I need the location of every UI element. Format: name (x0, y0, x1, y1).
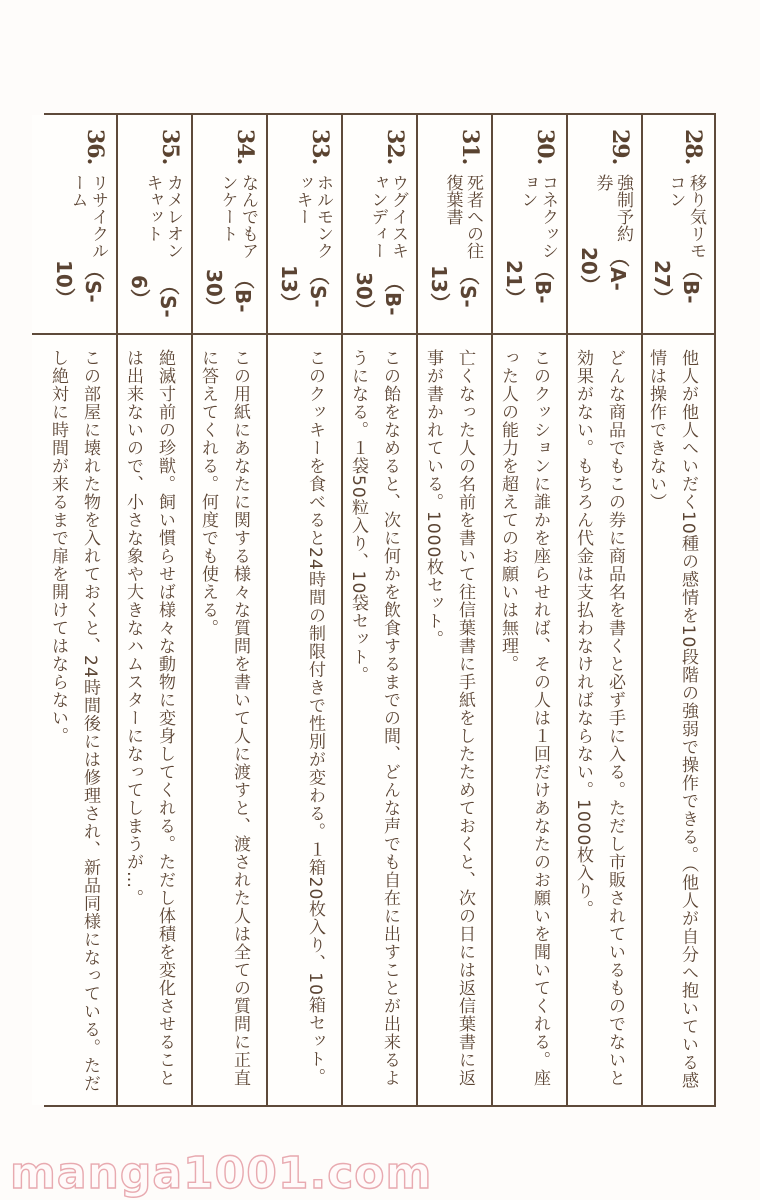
item-number: 30. (532, 129, 558, 165)
item-name: 死者への往復葉書 (442, 174, 483, 260)
item-description: 亡くなった人の名前を書いて往信葉書に手紙をしたためておくと、次の日には返信葉書に返事が書かれている。1000枚セット。 (423, 349, 475, 1087)
item-column-31 (416, 115, 491, 1105)
item-number: 33. (307, 129, 333, 165)
item-header (268, 115, 341, 335)
item-column-28 (641, 115, 714, 1105)
item-header (343, 115, 416, 335)
item-number: 29. (607, 129, 633, 165)
item-column-29 (566, 115, 641, 1105)
watermark: manga1001.com (10, 1148, 433, 1199)
item-name: 移り気リモコン (665, 174, 706, 260)
item-description: このクッキーを食べると24時間の制限付きで性別が変わる。１箱20枚入り、10箱セット。 (305, 349, 325, 1086)
item-rank: （B-27） (650, 259, 703, 308)
item-name: なんでもアンケート (217, 174, 258, 260)
item-header (118, 115, 191, 335)
item-rank: （A-20） (577, 246, 630, 295)
item-name: リサイクルーム (67, 174, 108, 260)
item-column-30 (491, 115, 566, 1105)
item-rank: （B-30） (352, 272, 405, 321)
item-number: 32. (382, 129, 408, 165)
item-column-35 (116, 115, 191, 1105)
item-description: どんな商品でもこの券に商品名を書くと必ず手に入る。ただし市販されているものでないと効果がない。もちろん代金は支払わなければならない。1000枚入り。 (573, 349, 625, 1087)
item-header (568, 115, 641, 335)
item-description: 他人が他人へいだく10種の感情を10段階の強弱で操作できる。（他人が自分へ抱いている感情は操作できない） (646, 349, 698, 1090)
item-name: ウグイスキャンディー (367, 174, 408, 260)
item-rank: （S-10） (52, 259, 105, 308)
item-header (418, 115, 491, 335)
item-header (193, 115, 266, 335)
item-rank: （S-13） (277, 264, 330, 313)
item-table (44, 113, 716, 1107)
item-description: この飴をなめると、次に何かを飲食するまでの間、どんな声でも自在に出すことが出来るようになる。１袋50粒入り、10袋セット。 (348, 349, 400, 1087)
item-rank: （S-6） (127, 274, 180, 318)
item-description: 絶滅寸前の珍獣。飼い慣らせば様々な動物に変身してくれる。ただし体積を変化させることは出来ないので、小さな象や大きなハムスターになってしまうが…。 (123, 349, 175, 1087)
item-number: 34. (232, 129, 258, 165)
item-number: 31. (457, 129, 483, 165)
item-number: 28. (680, 129, 706, 165)
item-description: このクッションに誰かを座らせれば、その人は１回だけあなたのお願いを聞いてくれる。座った人の能力を超えてのお願いは無理。 (498, 349, 550, 1087)
item-rank: （B-30） (202, 268, 255, 317)
item-description: この部屋に壊れた物を入れておくと、24時間後には修理され、新品同様になっている。ただし絶対に時間が来るまで扉を開けてはならない。 (48, 349, 100, 1093)
item-number: 35. (157, 129, 183, 165)
item-header (493, 115, 566, 335)
item-name: コネクッション (517, 174, 558, 260)
item-name: ホルモンクッキー (292, 174, 333, 260)
item-number: 36. (82, 129, 108, 165)
item-header (643, 115, 714, 335)
item-name: カメレオンキャット (142, 174, 183, 260)
item-column-36 (32, 115, 116, 1105)
item-header (32, 115, 116, 335)
item-column-32 (341, 115, 416, 1105)
item-column-34 (191, 115, 266, 1105)
item-description: この用紙にあなたに関する様々な質問を書いて人に渡すと、渡された人は全ての質問に正直に答えてくれる。何度でも使える。 (198, 349, 250, 1087)
item-name: 強制予約券 (592, 174, 633, 243)
item-rank: （S-13） (427, 264, 480, 313)
item-column-33 (266, 115, 341, 1105)
item-rank: （B-21） (502, 259, 555, 308)
